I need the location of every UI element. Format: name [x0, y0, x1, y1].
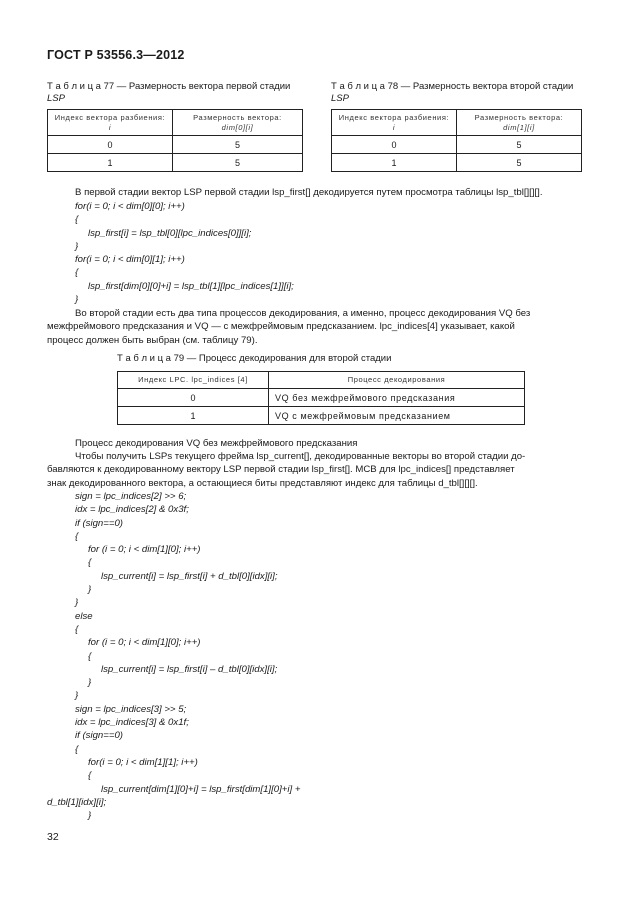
- paragraph-first-stage: В первой стадии вектор LSP первой стадии lsp_first[] декодируется путем просмотра таблицы lsp_tbl[][][].: [75, 187, 543, 198]
- document-header: ГОСТ Р 53556.3—2012: [47, 48, 185, 62]
- table79-header-col2: Процесс декодирования: [269, 372, 525, 389]
- table77-header-col1: Индекс вектора разбиения: i: [48, 110, 173, 136]
- table79-caption: Т а б л и ц а 79 — Процесс декодирования для второй стадии: [117, 353, 392, 364]
- paragraph-vq-title: Процесс декодирования VQ без межфреймового предсказания: [75, 438, 358, 449]
- code-block-first-stage: for(i = 0; i < dim[0][0]; i++) { lsp_first[i] = lsp_tbl[0][lpc_indices[0]][i]; } for(i = 0; i < dim[0][1]; i++) { lsp_first[dim[0][0]+i] = lsp_tbl[1][lpc_indices[1]][i]; }: [75, 201, 294, 306]
- table78-caption: [331, 81, 591, 104]
- table77-caption-text: Т а б л и ц а 77 — Размерность вектора первой стадии: [47, 81, 291, 92]
- table-77: [47, 109, 303, 172]
- table-row: 0 5: [332, 136, 582, 154]
- table77-header-col2: Размерность вектора: dim[0][i]: [173, 110, 303, 136]
- paragraph-second-stage: Во второй стадии есть два типа процессов декодирования, а именно, процесс декодирования VQ без межфреймового предсказания и VQ — с межфреймовым предсказанием. lpc_indices[4] указывает, какой процесс должен быть выбран (см. таблицу 79).: [47, 308, 531, 346]
- table78-header-col2: Размерность вектора: dim[1][i]: [457, 110, 582, 136]
- table-79: [117, 371, 525, 425]
- table77-caption-tail: LSP: [47, 92, 65, 104]
- table77-caption: [47, 81, 312, 104]
- table78-caption-tail: LSP: [331, 92, 349, 104]
- table-row: 0 VQ без межфреймового предсказания: [118, 389, 525, 407]
- table-row: 0 5: [48, 136, 303, 154]
- table-row: 1 5: [332, 154, 582, 172]
- code-block-second-stage: sign = lpc_indices[2] >> 6; idx = lpc_indices[2] & 0x3f; if (sign==0) { for (i = 0; i < dim[1][0]; i++) { lsp_current[i] = lsp_first[i] + d_tbl[0][idx][i]; } } else { for (i = 0; i < dim[1][0]; i++) { lsp_current[i] = lsp_first[i] – d_tbl[0][idx][i]; } } sign = lpc_indices[3] >> 5; idx = lpc_indices[3] & 0x1f; if (sign==0) { for(i = 0; i < dim[1][1]; i++) { lsp_current[dim[1][0]+i] = lsp_first[dim[1][0]+i] + d_tbl[1][idx][i]; }: [47, 491, 301, 822]
- table-78: [331, 109, 582, 172]
- table78-header-col1: Индекс вектора разбиения: i: [332, 110, 457, 136]
- table-row: 1 VQ с межфреймовым предсказанием: [118, 407, 525, 425]
- table79-header-col1: Индекс LPC. lpc_indices [4]: [118, 372, 269, 389]
- page-number: 32: [47, 831, 59, 843]
- table78-caption-text: Т а б л и ц а 78 — Размерность вектора второй стадии: [331, 81, 574, 92]
- table-row: 1 5: [48, 154, 303, 172]
- paragraph-vq-description: Чтобы получить LSPs текущего фрейма lsp_current[], декодированные векторы во второй стадии до- бавляются к декодированному вектору LSP первой стадии lsp_first[]. MCB для lpc_indices[] представляет знак декодированного вектора, а остающиеся биты представляют индекс для таблицы d_tbl[][][].: [47, 451, 526, 489]
